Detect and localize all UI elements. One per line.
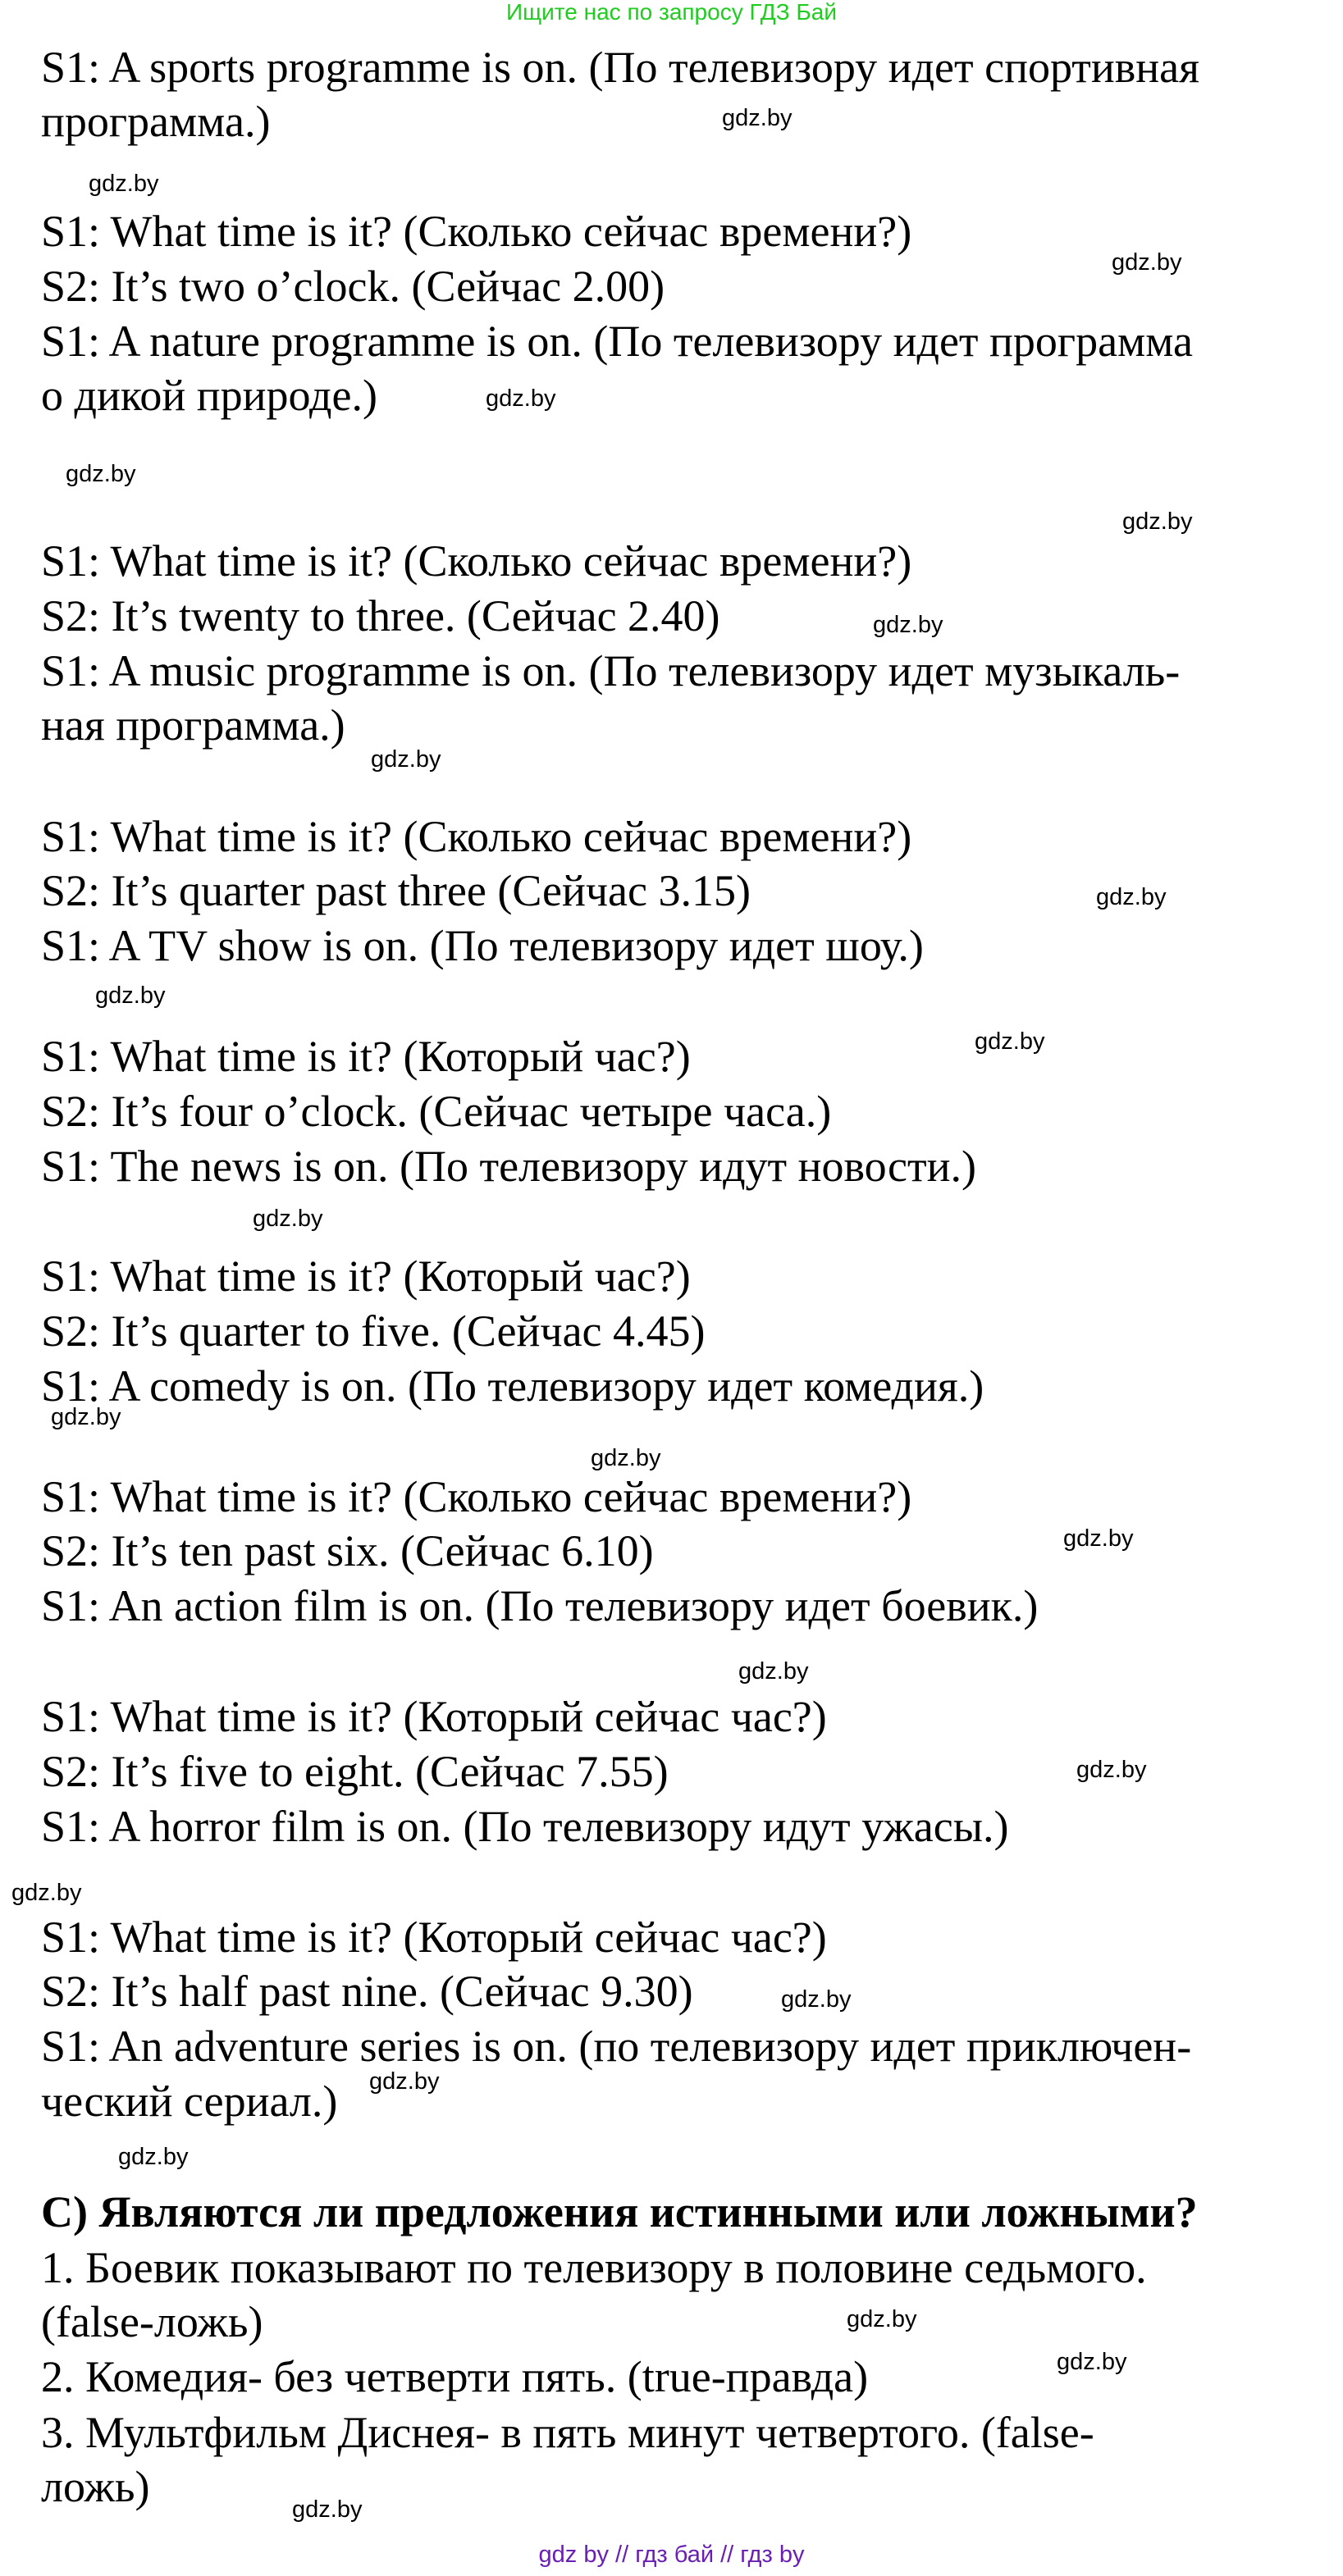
- watermark: gdz.by: [118, 2144, 189, 2170]
- watermark: gdz.by: [975, 1028, 1045, 1055]
- text-line: S1: What time is it? (Который сейчас час?): [41, 1913, 827, 1962]
- watermark: gdz.by: [591, 1445, 661, 1471]
- text-line: о дикой природе.): [41, 371, 377, 420]
- watermark: gdz.by: [51, 1404, 121, 1430]
- footer-links[interactable]: gdz by // гдз бай // гдз by: [538, 2542, 805, 2568]
- watermark: gdz.by: [1063, 1525, 1134, 1552]
- watermark: gdz.by: [292, 2496, 363, 2523]
- text-line: S1: An adventure series is on. (по телевизору идет приключен-: [41, 2022, 1192, 2071]
- text-line: S1: A sports programme is on. (По телевизору идет спортивная: [41, 43, 1199, 92]
- text-line: ная программа.): [41, 700, 345, 750]
- text-line: ложь): [41, 2462, 150, 2511]
- text-line: S1: A TV show is on. (По телевизору идет шоу.): [41, 921, 924, 970]
- text-line: S2: It’s twenty to three. (Сейчас 2.40): [41, 591, 720, 641]
- watermark: gdz.by: [738, 1658, 809, 1685]
- text-line: S1: The news is on. (По телевизору идут новости.): [41, 1142, 976, 1191]
- text-line: (false-ложь): [41, 2297, 263, 2346]
- watermark: gdz.by: [1122, 508, 1193, 535]
- watermark: gdz.by: [1076, 1757, 1147, 1783]
- watermark: gdz.by: [95, 983, 166, 1009]
- text-line: S1: What time is it? (Сколько сейчас времени?): [41, 812, 912, 861]
- watermark: gdz.by: [11, 1880, 82, 1906]
- watermark: gdz.by: [1057, 2349, 1127, 2375]
- text-line: S1: What time is it? (Который час?): [41, 1252, 691, 1301]
- text-line: 2. Комедия- без четверти пять. (true-правда): [41, 2352, 869, 2401]
- text-line: 1. Боевик показывают по телевизору в половине седьмого.: [41, 2243, 1147, 2292]
- section-heading: C) Являются ли предложения истинными или ложными?: [41, 2187, 1198, 2236]
- text-line: S1: A horror film is on. (По телевизору идут ужасы.): [41, 1802, 1009, 1851]
- text-line: S1: A music programme is on. (По телевизору идет музыкаль-: [41, 646, 1181, 695]
- watermark: gdz.by: [781, 1986, 852, 2013]
- text-line: S2: It’s four o’clock. (Сейчас четыре часа.): [41, 1087, 832, 1136]
- text-line: S1: A nature programme is on. (По телевизору идет программа: [41, 317, 1193, 366]
- watermark: gdz.by: [66, 461, 136, 487]
- text-line: S1: What time is it? (Сколько сейчас времени?): [41, 1472, 912, 1521]
- text-line: S1: What time is it? (Который час?): [41, 1032, 691, 1081]
- text-line: S2: It’s two o’clock. (Сейчас 2.00): [41, 262, 665, 311]
- text-line: S2: It’s quarter to five. (Сейчас 4.45): [41, 1306, 706, 1356]
- text-line: программа.): [41, 97, 271, 146]
- watermark: gdz.by: [722, 105, 793, 131]
- watermark: gdz.by: [253, 1206, 323, 1232]
- text-line: S1: What time is it? (Сколько сейчас времени?): [41, 207, 912, 256]
- text-line: S1: An action film is on. (По телевизору идет боевик.): [41, 1581, 1039, 1630]
- watermark: gdz.by: [89, 171, 159, 197]
- text-line: S1: What time is it? (Сколько сейчас времени?): [41, 536, 912, 586]
- watermark: gdz.by: [847, 2306, 917, 2332]
- watermark: gdz.by: [1096, 884, 1167, 910]
- text-line: S1: A comedy is on. (По телевизору идет комедия.): [41, 1361, 984, 1411]
- watermark: gdz.by: [1112, 249, 1182, 276]
- text-line: S2: It’s ten past six. (Сейчас 6.10): [41, 1526, 654, 1575]
- header-banner[interactable]: Ищите нас по запросу ГДЗ Бай: [505, 0, 838, 25]
- text-line: S2: It’s five to eight. (Сейчас 7.55): [41, 1747, 669, 1796]
- text-line: S1: What time is it? (Который сейчас час?): [41, 1692, 827, 1741]
- text-line: S2: It’s half past nine. (Сейчас 9.30): [41, 1967, 693, 2016]
- text-line: 3. Мультфильм Диснея- в пять минут четвертого. (false-: [41, 2408, 1094, 2457]
- watermark: gdz.by: [873, 612, 943, 638]
- watermark: gdz.by: [369, 2068, 440, 2095]
- text-line: ческий сериал.): [41, 2077, 338, 2126]
- text-line: S2: It’s quarter past three (Сейчас 3.15): [41, 866, 751, 915]
- watermark: gdz.by: [371, 746, 441, 773]
- watermark: gdz.by: [486, 385, 556, 412]
